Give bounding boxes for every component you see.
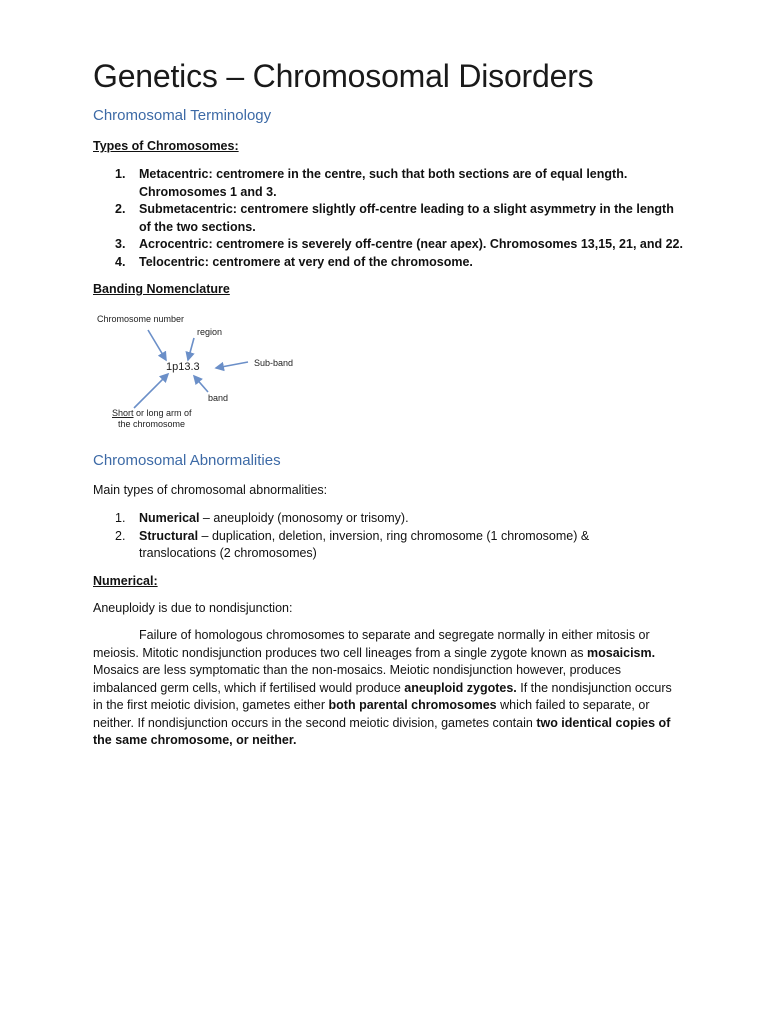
- banding-diagram: [90, 308, 320, 436]
- list-item: 2. Structural – duplication, deletion, inversion, ring chromosome (1 chromosome) & translocations (2 chromosomes): [115, 528, 590, 560]
- label-arm-line2: the chromosome: [118, 419, 186, 429]
- arrow-sub-band: [216, 362, 248, 368]
- label-arm: Short or long arm of: [112, 408, 192, 418]
- list-item: 4. Telocentric: centromere at very end of the chromosome.: [115, 254, 473, 269]
- section-heading-abnormalities: Chromosomal Abnormalities: [93, 452, 281, 469]
- label-band: band: [208, 393, 229, 403]
- banding-nomenclature-label: Banding Nomenclature: [93, 282, 230, 296]
- types-of-chromosomes-label: Types of Chromosomes:: [93, 139, 239, 153]
- list-item: 1. Numerical – aneuploidy (monosomy or trisomy).: [115, 511, 409, 525]
- list-item: 2. Submetacentric: centromere slightly off-centre leading to a slight asymmetry in the length of the two sections.: [115, 202, 674, 234]
- arrow-band: [194, 376, 208, 392]
- label-chromosome-number: Chromosome number: [97, 314, 185, 324]
- chromosome-types-list: [93, 166, 693, 271]
- term: Numerical: [139, 511, 200, 525]
- arrow-chromosome-number: [148, 330, 166, 360]
- page-title: Genetics – Chromosomal Disorders: [93, 58, 594, 94]
- list-item: 3. Acrocentric: centromere is severely off-centre (near apex). Chromosomes 13,15, 21, and 22.: [115, 237, 683, 251]
- term: Structural: [139, 528, 199, 543]
- label-region: region: [197, 327, 223, 337]
- band-code: 1p13.3: [166, 361, 200, 373]
- term: Acrocentric:: [139, 237, 213, 251]
- nondisjunction-paragraph: Failure of homologous chromosomes to separate and segregate normally in either mitosis or meiosis. Mitotic nondisjunction produces two cell lineages from a single zygote known as mosaicism. Mosaics are less symptomatic than the non-mosaics. Meiotic nondisjunction however, produces imbalanced germ cells, which if fertilised would produce aneuploid zygotes. If the nondisjunction occurs in the first meiotic division, gametes either both parental chromosomes which failed to separate, or neither. If nondisjunction occurs in the second meiotic division, gametes contain two identical copies of the same chromosome, or neither.: [93, 628, 672, 747]
- term: Telocentric:: [139, 254, 209, 269]
- section-heading-terminology: Chromosomal Terminology: [93, 107, 272, 124]
- abnormality-types-list: [93, 510, 693, 563]
- arrow-arm: [134, 374, 168, 408]
- list-item: 1. Metacentric: centromere in the centre, such that both sections are of equal length. Chromosomes 1 and 3.: [115, 167, 628, 199]
- aneuploidy-intro: Aneuploidy is due to nondisjunction:: [93, 601, 293, 615]
- numerical-label: Numerical:: [93, 574, 158, 588]
- abnormalities-intro: Main types of chromosomal abnormalities:: [93, 483, 328, 497]
- label-sub-band: Sub-band: [254, 358, 294, 368]
- arrow-region: [188, 338, 194, 360]
- term: Submetacentric:: [139, 202, 237, 216]
- term: Metacentric:: [139, 167, 213, 181]
